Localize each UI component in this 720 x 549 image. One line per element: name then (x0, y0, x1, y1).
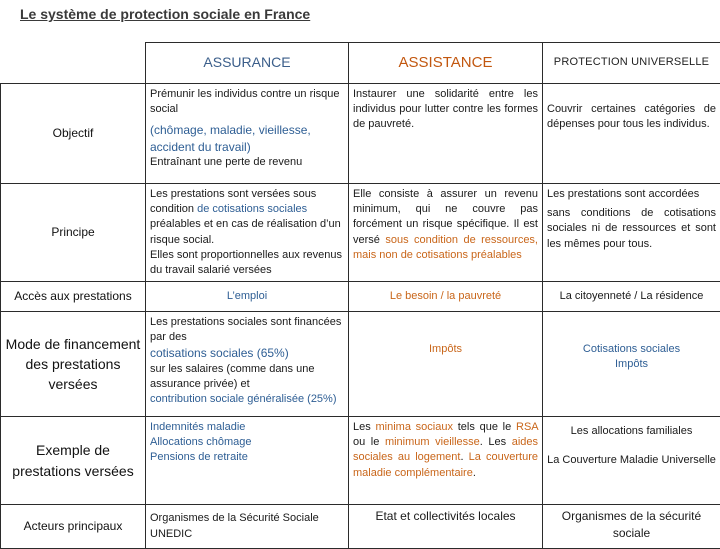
exemple-assistance-i: . (460, 451, 463, 463)
cell-objectif-assurance (146, 84, 349, 184)
exemple-assistance-k: . (473, 467, 476, 479)
row-label-financement: Mode de financement des prestations versées (1, 312, 146, 417)
principe-assistance-1: Elle consiste à assurer un revenu minimum, qui ne couvre pas forcément un risque spécifique. Il est versé (353, 188, 538, 246)
header-protection-universelle: PROTECTION UNIVERSELLE (543, 43, 720, 84)
exemple-assistance-j: La couverture maladie complémentaire (353, 451, 538, 478)
principe-universelle-2: sans conditions de cotisations sociales ni de ressources et sont les mêmes pour tous. (547, 206, 716, 252)
cell-financement-universelle (543, 312, 720, 417)
objectif-assurance-main: Prémunir les individus contre un risque social (150, 87, 344, 117)
header-row (1, 43, 720, 84)
row-label-objectif: Objectif (1, 84, 146, 184)
exemple-assistance-g: . Les (480, 436, 506, 448)
exemple-assistance-b: minima sociaux (376, 421, 453, 433)
row-objectif (1, 84, 720, 184)
cell-financement-assurance (146, 312, 349, 417)
cell-acces-universelle: La citoyenneté / La résidence (543, 282, 720, 312)
acteurs-assurance-2: UNEDIC (150, 527, 344, 542)
row-financement (1, 312, 720, 417)
cell-acces-assurance: L’emploi (146, 282, 349, 312)
page-title: Le système de protection sociale en France (20, 6, 310, 22)
cell-exemple-assistance (349, 417, 543, 505)
cell-acces-assistance: Le besoin / la pauvreté (349, 282, 543, 312)
cell-principe-universelle (543, 184, 720, 282)
row-acces (1, 282, 720, 312)
principe-assistance-2: sous condition de ressources, mais non de cotisations préalables (353, 234, 538, 261)
objectif-assurance-extra: Entraînant une perte de revenu (150, 155, 344, 170)
acteurs-assurance-1: Organismes de la Sécurité Sociale (150, 511, 344, 526)
cell-principe-assistance (349, 184, 543, 282)
cell-financement-assistance: Impôts (349, 312, 543, 417)
empty-header-cell (1, 43, 146, 84)
cell-exemple-universelle (543, 417, 720, 505)
row-label-acteurs: Acteurs principaux (1, 505, 146, 549)
cell-acteurs-assistance: Etat et collectivités locales (349, 505, 543, 549)
row-label-acces: Accès aux prestations (1, 282, 146, 312)
cell-objectif-assistance: Instaurer une solidarité entre les individus pour lutter contre les formes de pauvreté. (349, 84, 543, 184)
row-acteurs (1, 505, 720, 549)
principe-assurance-1: Les prestations sont versées sous condition (150, 188, 316, 215)
exemple-assistance-d: RSA (516, 421, 538, 433)
exemple-assurance-1: Indemnités maladie (150, 420, 344, 435)
principe-assurance-4: Elles sont proportionnelles aux revenus du travail salarié versées (150, 248, 344, 278)
exemple-assistance-f: minimum vieillesse (385, 436, 480, 448)
row-principe (1, 184, 720, 282)
financement-universelle-2: Impôts (547, 357, 716, 372)
exemple-universelle-1: Les allocations familiales (547, 424, 716, 439)
financement-assurance-1: Les prestations sociales sont financées par des (150, 315, 344, 345)
financement-assurance-3: sur les salaires (comme dans une assurance privée) et (150, 362, 344, 392)
exemple-universelle-2: La Couverture Maladie Universelle (547, 453, 716, 468)
exemple-assistance-a: Les (353, 421, 371, 433)
header-assurance: ASSURANCE (146, 43, 349, 84)
cell-principe-assurance (146, 184, 349, 282)
exemple-assurance-2: Allocations chômage (150, 435, 344, 450)
financement-universelle-1: Cotisations sociales (547, 342, 716, 357)
objectif-assurance-risks: (chômage, maladie, vieillesse, accident du travail) (150, 122, 344, 155)
cell-acteurs-universelle: Organismes de la sécurité sociale (543, 505, 720, 549)
exemple-assistance-e: ou le (353, 436, 379, 448)
row-label-exemple: Exemple de prestations versées (1, 417, 146, 505)
principe-assurance-2: de cotisations sociales (197, 203, 307, 215)
financement-assurance-4: contribution sociale généralisée (25%) (150, 392, 344, 407)
row-exemple (1, 417, 720, 505)
exemple-assurance-3: Pensions de retraite (150, 450, 344, 465)
financement-assurance-2: cotisations sociales (65%) (150, 345, 344, 362)
exemple-assistance-h: aides sociales au logement (353, 436, 538, 463)
row-label-principe: Principe (1, 184, 146, 282)
exemple-assistance-c: tels que le (458, 421, 512, 433)
cell-acteurs-assurance (146, 505, 349, 549)
header-assistance: ASSISTANCE (349, 43, 543, 84)
principe-assurance-3: préalables et en cas de réalisation d’un risque social. (150, 218, 341, 245)
principe-universelle-1: Les prestations sont accordées (547, 187, 716, 202)
cell-exemple-assurance (146, 417, 349, 505)
protection-sociale-table (0, 42, 720, 549)
cell-objectif-universelle: Couvrir certaines catégories de dépenses pour tous les individus. (543, 84, 720, 184)
